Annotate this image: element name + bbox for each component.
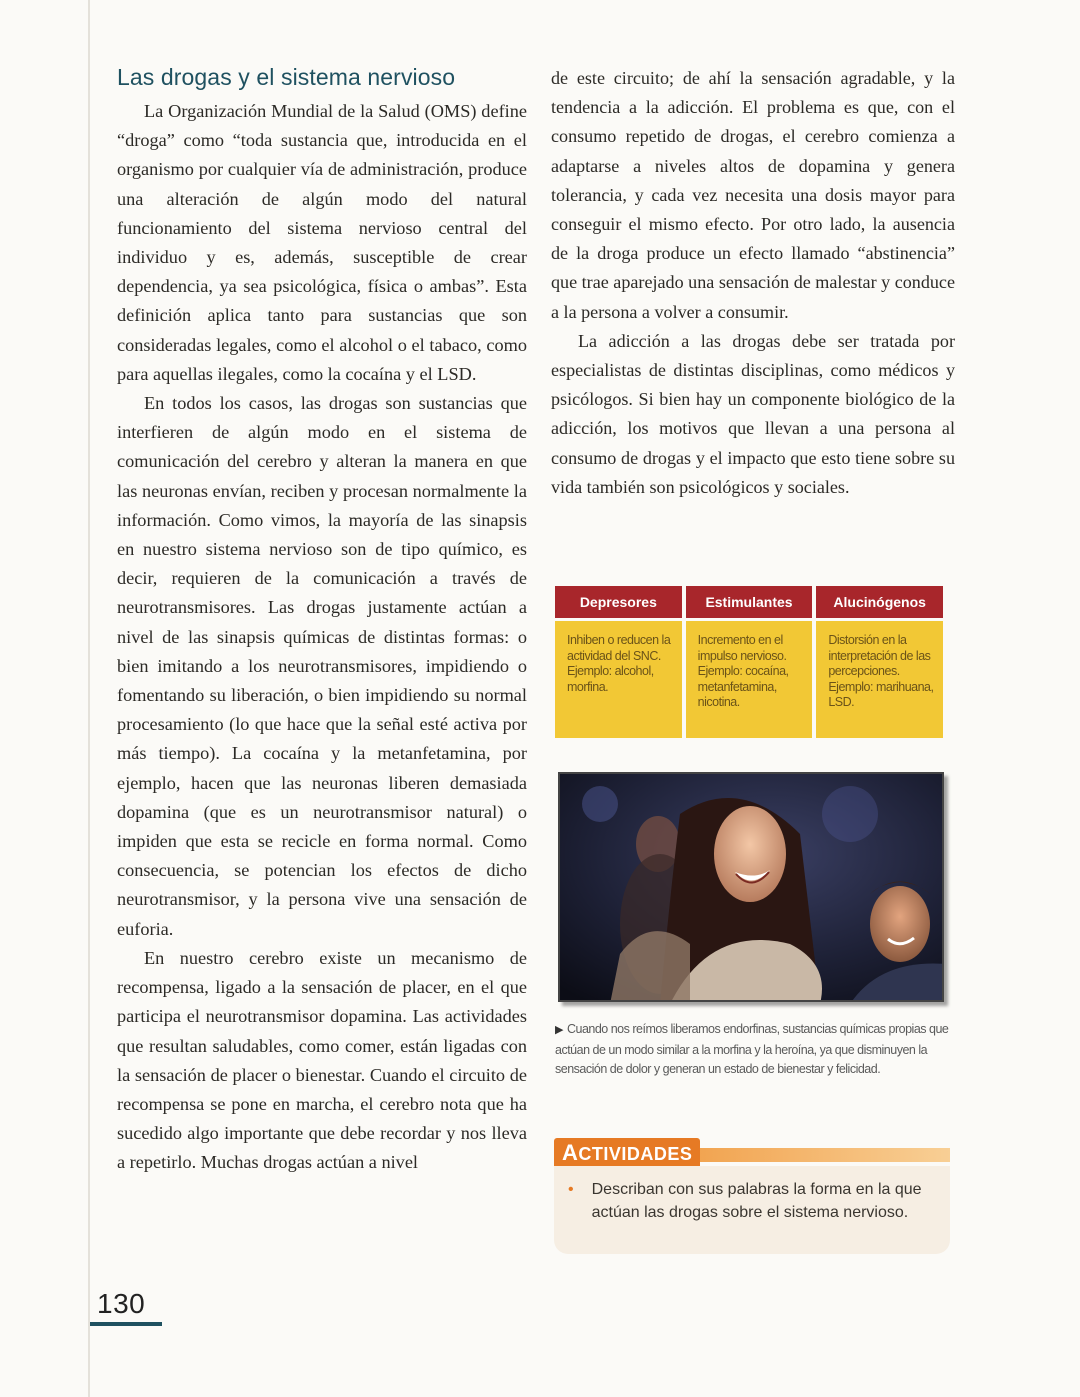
- laughing-people-photo: [558, 772, 944, 1002]
- table-column-alucinogenos: [816, 586, 943, 738]
- activities-header-bar: [674, 1148, 950, 1162]
- table-header: Estimulantes: [686, 586, 813, 618]
- paragraph-treatment: La adicción a las drogas debe ser tratada por especialistas de distintas disciplinas, como médicos y psicólogos. Si bien hay un componente biológico de la adicción, los motivos que llevan a una persona al consumo de drogas y el impacto que esto tiene sobre su vida también son psicológicos y sociales.: [551, 330, 955, 497]
- section-title: Las drogas y el sistema nervioso: [117, 64, 456, 90]
- paragraph-synapse-action: En todos los casos, las drogas son sustancias que interfieren de algún modo en el sistema de comunicación del cerebro y alteran la manera en que las neuronas envían, reciben y procesan normalmente la información. Como vimos, la mayoría de las sinapsis en nuestro sistema nervioso son de tipo químico, es decir, requieren de la comunicación a través de neurotransmisores. Las drogas justamente actúan a nivel de las sinapsis químicas de distintas formas: o bien imitando a los neurotransmisores, impidiendo o fomentando su liberación, o bien impidiendo su normal procesamiento (lo que hace que la señal esté activa por más tiempo). La cocaína y la metanfetamina, por ejemplo, hacen que las neuronas liberen demasiada dopamina (que es un neurotransmisor natural) o impiden que esta se recicle en forma normal. Como consecuencia, se potencian los efectos de dicho neurotransmisor, y la persona vive una sensación de euforia.: [117, 393, 527, 939]
- photo-caption: [555, 1020, 955, 1080]
- photo-illustration: [560, 774, 944, 1002]
- table-cell: Distorsión en la interpretación de las percepciones. Ejemplo: marihuana, LSD.: [816, 621, 943, 738]
- activities-box: [554, 1138, 950, 1254]
- table-cell: Incremento en el impulso nervioso. Ejemplo: cocaína, metanfetamina, nicotina.: [686, 621, 813, 738]
- activity-text: Describan con sus palabras la forma en la que actúan las drogas sobre el sistema nervioso.: [591, 1181, 922, 1221]
- table-header: Depresores: [555, 586, 682, 618]
- page-spine: [88, 0, 90, 1397]
- paragraph-reward-circuit: En nuestro cerebro existe un mecanismo de recompensa, ligado a la sensación de placer, en el que participa el neurotransmisor dopamina. Las actividades que resultan saludables, como comer, están ligadas con la sensación de placer o bienestar. Cuando el circuito de recompensa se pone en marcha, el cerebro nota que ha sucedido algo importante que debe recordar y nos lleva a repetirlo. Muchas drogas actúan a nivel: [117, 947, 527, 1173]
- table-column-depresores: [555, 586, 682, 738]
- activities-header: [554, 1138, 950, 1166]
- paragraph-tolerance: de este circuito; de ahí la sensación agradable, y la tendencia a la adicción. El problema es que, con el consumo repetido de drogas, el cerebro comienza a adaptarse a niveles altos de dopamina y genera tolerancia, y cada vez necesita una dosis mayor para conseguir el mismo efecto. Por otro lado, la ausencia de la droga produce un efecto llamado “abstinencia” que trae aparejado una sensación de malestar y conduce a la persona a volver a consumir.: [551, 68, 955, 322]
- caption-arrow-icon: ▶: [555, 1024, 563, 1036]
- activities-title-first: A: [562, 1140, 579, 1165]
- caption-text: Cuando nos reímos liberamos endorfinas, sustancias químicas propias que actúan de un modo similar a la morfina y la heroína, ya que disminuyen la sensación de dolor y generan un estado de bienestar y felicidad.: [555, 1022, 949, 1076]
- page-number: 130: [97, 1288, 146, 1319]
- activities-title: [554, 1138, 700, 1166]
- table-column-estimulantes: [686, 586, 813, 738]
- activity-item: [554, 1166, 950, 1254]
- right-column: [551, 64, 955, 502]
- bullet-icon: •: [568, 1181, 574, 1198]
- table-cell: Inhiben o reducen la actividad del SNC. Ejemplo: alcohol, morfina.: [555, 621, 682, 738]
- activities-title-rest: CTIVIDADES: [578, 1144, 693, 1164]
- table-header: Alucinógenos: [816, 586, 943, 618]
- paragraph-oms-definition: La Organización Mundial de la Salud (OMS) define “droga” como “toda sustancia que, introducida en el organismo por cualquier vía de administración, produce una alteración de algún modo del natural funcionamiento del sistema nervioso central del individuo y es, además, susceptible de crear dependencia, ya sea psicológica, física o ambas”. Esta definición aplica tanto para sustancias que son consideradas legales, como el alcohol o el tabaco, como para aquellas ilegales, como la cocaína y el LSD.: [117, 101, 527, 384]
- page-number-underline: [90, 1322, 162, 1326]
- drug-classification-table: [555, 586, 943, 738]
- left-column: [117, 64, 527, 1178]
